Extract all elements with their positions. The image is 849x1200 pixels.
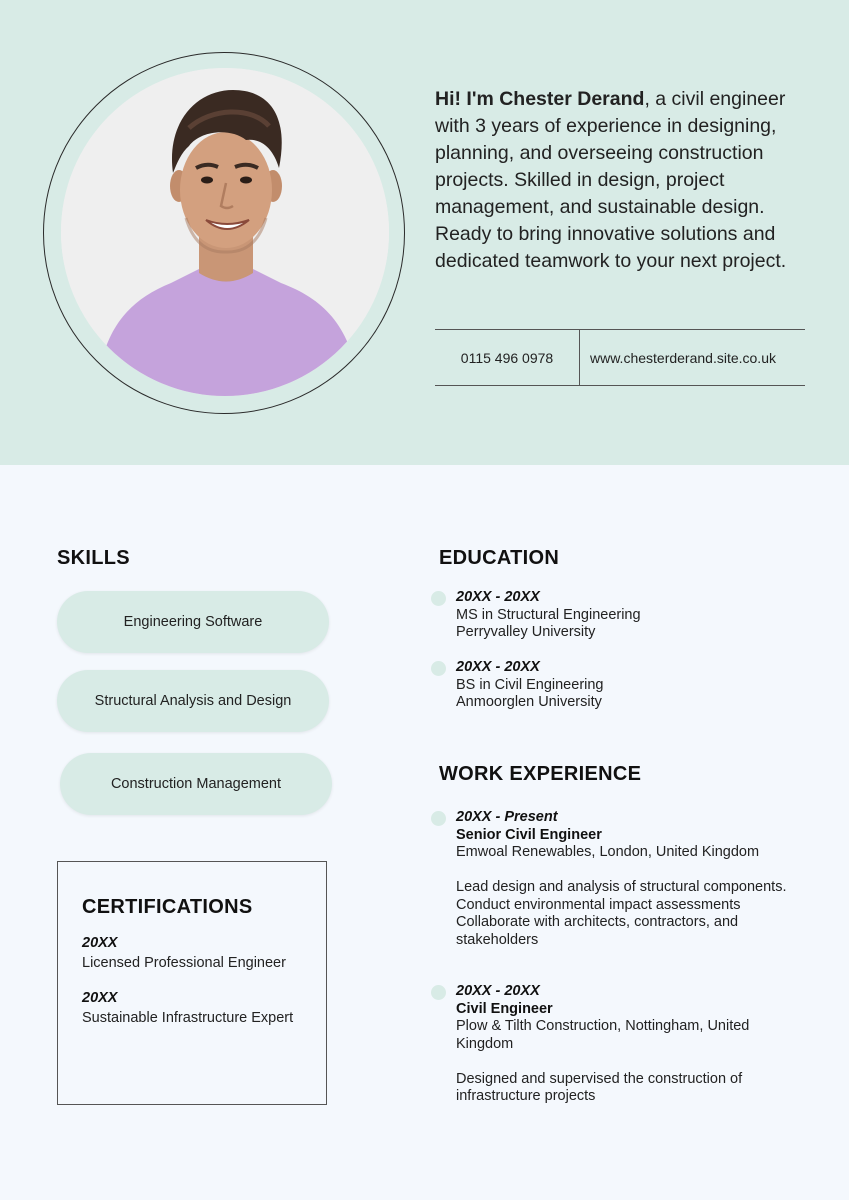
skill-pill: Construction Management (60, 753, 332, 815)
work-detail: Conduct environmental impact assessments (456, 896, 741, 913)
certifications-box (57, 861, 327, 1105)
website-link[interactable]: www.chesterderand.site.co.uk (590, 349, 776, 366)
certification-year: 20XX (82, 989, 118, 1006)
skill-pill: Structural Analysis and Design (57, 670, 329, 732)
work-role: Civil Engineer (456, 1000, 553, 1017)
certification-year: 20XX (82, 935, 118, 951)
work-company: Plow & Tilth Construction, Nottingham, United Kingdom (456, 1018, 750, 1052)
work-years: 20XX - 20XX (456, 983, 540, 999)
intro-paragraph (435, 86, 825, 275)
education-degree: MS in Structural Engineering (456, 606, 641, 623)
certification-item (82, 990, 302, 1029)
work-company: Emwoal Renewables, London, United Kingdom (456, 844, 760, 860)
timeline-dot (431, 985, 446, 1000)
work-years: 20XX - Present (456, 809, 558, 825)
timeline-dot (431, 811, 446, 826)
intro-greeting: Hi! I'm Chester Derand (435, 88, 645, 110)
work-detail: Lead design and analysis of structural components. (456, 879, 787, 895)
work-experience-heading: WORK EXPERIENCE (439, 763, 642, 785)
work-entry (456, 809, 806, 949)
education-years: 20XX - 20XX (456, 589, 540, 605)
contact-bar (435, 329, 805, 386)
education-degree: BS in Civil Engineering (456, 676, 604, 693)
certification-item (82, 935, 302, 974)
certifications-heading: CERTIFICATIONS (82, 896, 253, 918)
timeline-dot (431, 661, 446, 676)
timeline-dot (431, 591, 446, 606)
intro-text: , a civil engineer with 3 years of experience in designing, planning, and overseeing construction projects. Skilled in design, project management, and sustainable design. Ready to bring innovative solutions and dedicated teamwork to your next project. (435, 88, 787, 272)
skills-heading: SKILLS (57, 547, 130, 569)
education-years: 20XX - 20XX (456, 659, 540, 675)
certification-name: Sustainable Infrastructure Expert (82, 1009, 294, 1026)
education-school: Anmoorglen University (456, 694, 602, 710)
education-heading: EDUCATION (439, 547, 560, 569)
profile-photo (61, 68, 389, 396)
education-entry (456, 589, 806, 642)
work-role: Senior Civil Engineer (456, 826, 602, 843)
education-entry (456, 659, 806, 712)
work-entry (456, 983, 806, 1106)
work-detail: Collaborate with architects, contractors, and stakeholders (456, 914, 739, 948)
skill-pill: Engineering Software (57, 591, 329, 653)
education-school: Perryvalley University (456, 624, 596, 640)
certification-name: Licensed Professional Engineer (82, 955, 286, 971)
work-detail: Designed and supervised the construction of infrastructure projects (456, 1070, 743, 1104)
phone-number[interactable]: 0115 496 0978 (435, 330, 580, 385)
